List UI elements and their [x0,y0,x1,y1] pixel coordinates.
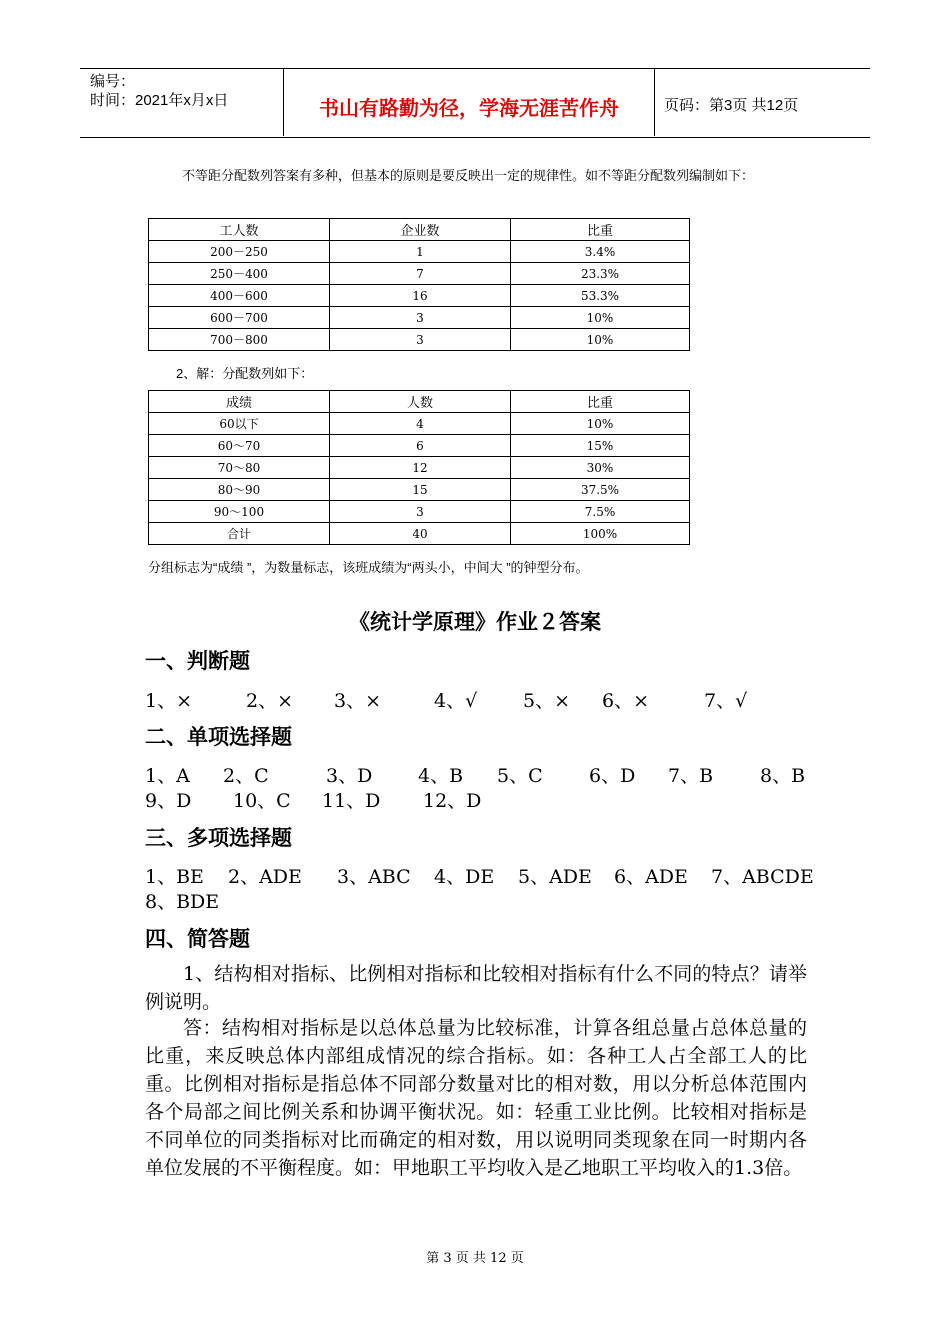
section-title-single-choice: 二、单项选择题 [145,725,292,749]
answer-item: 10、C [233,790,291,812]
answer-item: 3、× [334,690,382,712]
table-cell: 7 [330,263,511,285]
table-cell: 60以下 [149,413,330,435]
table-header-cell: 比重 [511,391,690,413]
group-note: 分组标志为“成绩 ”，为数量标志，该班成绩为“两头小，中间大 ”的钟型分布。 [148,560,589,575]
table-cell: 10% [511,413,690,435]
answer-item: 2、ADE [228,866,302,888]
table-cell: 合计 [149,523,330,545]
table-cell: 37.5% [511,479,690,501]
page-info: 页码：第3页 共12页 [664,97,799,114]
table-header-row [149,391,690,413]
table-cell: 15 [330,479,511,501]
answer-item: 5、C [497,765,543,787]
question-1: 1、结构相对指标、比例相对指标和比较相对指标有什么不同的特点？请举例说明。 [145,963,807,1013]
table-row [149,457,690,479]
motto: 书山有路勤为径，学海无涯苦作舟 [319,98,619,120]
table-cell: 700－800 [149,329,330,351]
answer-item: 1、A [145,765,190,787]
table-cell: 600－700 [149,307,330,329]
answer-item: 1、× [145,690,193,712]
section-title-multi-choice: 三、多项选择题 [145,826,292,850]
answer-item: 6、× [602,690,650,712]
section-title-short-answer: 四、简答题 [145,927,250,951]
intro-text: 不等距分配数列答案有多种，但基本的原则是要反映出一定的规律性。如不等距分配数列编制如下： [182,168,755,183]
table-cell: 3 [330,329,511,351]
table-row [149,435,690,457]
page-footer: 第 3 页 共 12 页 [426,1251,524,1266]
table-cell: 70～80 [149,457,330,479]
table-cell: 15% [511,435,690,457]
table-workers [148,218,690,351]
table-header-cell: 工人数 [149,219,330,241]
table-cell: 80～90 [149,479,330,501]
answer-item: 4、√ [434,690,478,712]
table-cell: 3 [330,307,511,329]
answer-item: 12、D [423,790,482,812]
table-header-cell: 成绩 [149,391,330,413]
answer-item: 7、B [668,765,714,787]
answer-item: 6、ADE [614,866,688,888]
table-cell: 60～70 [149,435,330,457]
table-cell: 40 [330,523,511,545]
answer-item: 1、BE [145,866,204,888]
table-row [149,501,690,523]
table-header-cell: 企业数 [330,219,511,241]
table-row [149,523,690,545]
section-title-judgment: 一、判断题 [145,649,250,673]
table-cell: 200－250 [149,241,330,263]
answer-item: 5、ADE [518,866,592,888]
table-cell: 1 [330,241,511,263]
table-cell: 3 [330,501,511,523]
answer-item: 4、B [418,765,464,787]
table-cell: 250－400 [149,263,330,285]
number-label: 编号： [90,73,136,90]
answer-item: 3、D [326,765,373,787]
table-cell: 16 [330,285,511,307]
table-cell: 7.5% [511,501,690,523]
table-cell: 100% [511,523,690,545]
table-cell: 400－600 [149,285,330,307]
answer-item: 7、√ [704,690,748,712]
table-cell: 53.3% [511,285,690,307]
table-header-row [149,219,690,241]
table-row [149,263,690,285]
table-cell: 6 [330,435,511,457]
table-header-cell: 比重 [511,219,690,241]
table-row [149,241,690,263]
table-header-cell: 人数 [330,391,511,413]
answer-item: 8、B [760,765,806,787]
table-scores [148,390,690,545]
answer-1: 答：结构相对指标是以总体总量为比较标准，计算各组总量占总体总量的比重，来反映总体内部组成情况的综合指标。如：各种工人占全部工人的比重。比例相对指标是指总体不同部分数量对比的相对数，用以分析总体范围内各个局部之间比例关系和协调平衡状况。如：轻重工业比例。比较相对指标是不同单位的同类指标对比而确定的相对数，用以说明同类现象在同一时期内各单位发展的不平衡程度。如：甲地职工平均收入是乙地职工平均收入的1.3倍。 [145,1017,807,1179]
table-row [149,413,690,435]
answer-item: 5、× [523,690,571,712]
table-cell: 10% [511,329,690,351]
answer-item: 7、ABCDE [711,866,814,888]
answer-item: 8、BDE [145,891,220,913]
header-divider [654,68,655,136]
table-cell: 10% [511,307,690,329]
answer-item: 2、× [246,690,294,712]
answer-item: 11、D [322,790,381,812]
table-cell: 3.4% [511,241,690,263]
table-row [149,285,690,307]
answer-item: 6、D [589,765,636,787]
answer-item: 2、C [223,765,269,787]
table-cell: 90～100 [149,501,330,523]
answer-item: 9、D [145,790,192,812]
answer-item: 4、DE [434,866,495,888]
table-row [149,479,690,501]
table-row [149,329,690,351]
table-row [149,307,690,329]
table-cell: 30% [511,457,690,479]
solution2-label: 2、解：分配数列如下： [176,366,314,381]
table-cell: 4 [330,413,511,435]
doc-title: 《统计学原理》作业２答案 [349,610,601,634]
table-cell: 23.3% [511,263,690,285]
answer-item: 3、ABC [337,866,411,888]
table-cell: 12 [330,457,511,479]
time-label: 时间：2021年x月x日 [90,92,229,109]
